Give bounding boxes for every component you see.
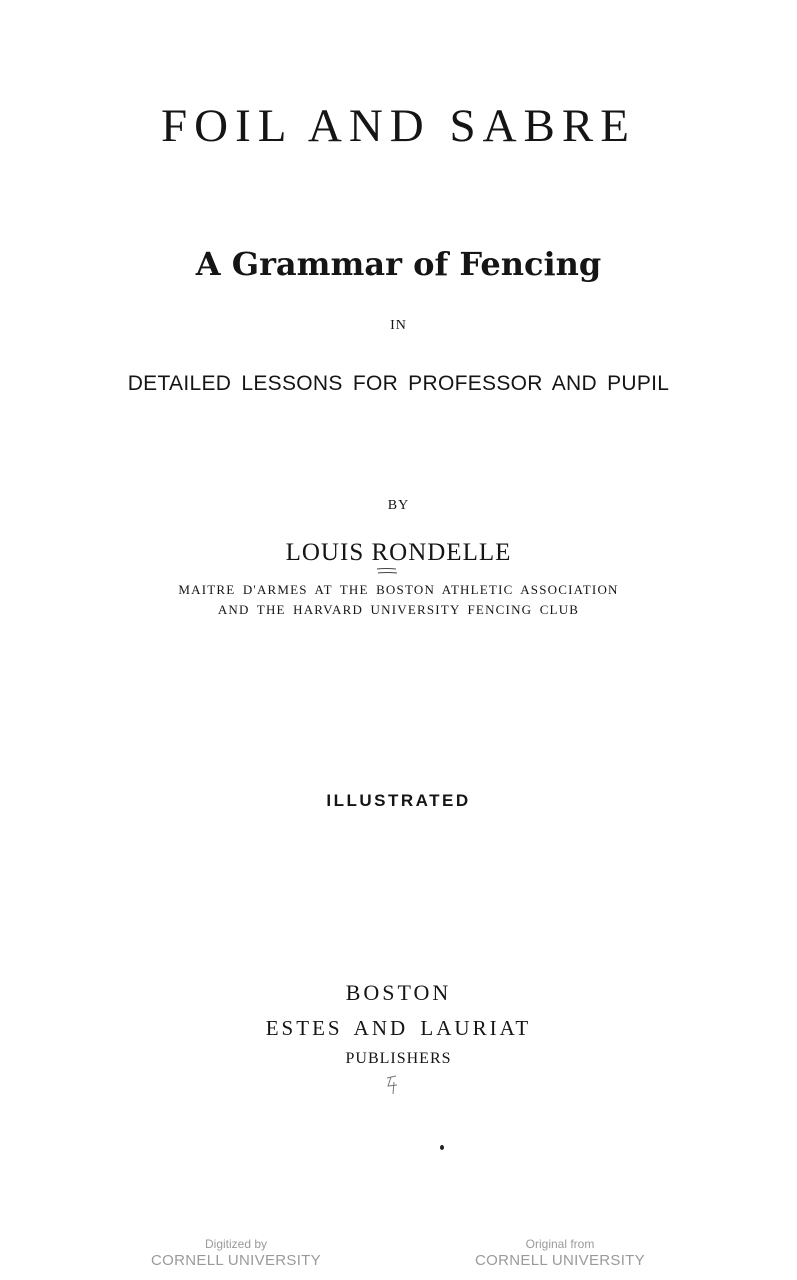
connector-in: IN — [390, 318, 407, 333]
book-description: DETAILED LESSONS FOR PROFESSOR AND PUPIL — [127, 372, 670, 395]
author-affiliation-line-2: AND THE HARVARD UNIVERSITY FENCING CLUB — [217, 602, 580, 617]
book-subtitle: A Grammar of Fencing — [195, 245, 602, 283]
connector-by: BY — [387, 498, 410, 513]
footer-left-institution: CORNELL UNIVERSITY — [151, 1252, 321, 1269]
illustrated-label: ILLUSTRATED — [326, 791, 471, 810]
book-title: FOIL AND SABRE — [161, 100, 636, 152]
handwritten-mark-icon — [384, 1074, 400, 1096]
footer-right-institution: CORNELL UNIVERSITY — [475, 1252, 645, 1269]
publication-place: BOSTON — [345, 980, 452, 1005]
publisher-name: ESTES AND LAURIAT — [265, 1016, 532, 1040]
ink-dot — [440, 1145, 444, 1150]
footer-right-small-text: Original from — [525, 1237, 595, 1251]
footer-original-from — [440, 1236, 680, 1270]
author-affiliation-line-1: MAITRE D'ARMES AT THE BOSTON ATHLETIC ASSOCIATION — [178, 582, 619, 597]
footer-left-small-text: Digitized by — [204, 1237, 268, 1251]
handwritten-underline-mark — [376, 567, 398, 575]
publishers-label: PUBLISHERS — [345, 1050, 452, 1067]
author-name: LOUIS RONDELLE — [285, 539, 512, 566]
footer-digitized-by — [116, 1236, 356, 1270]
